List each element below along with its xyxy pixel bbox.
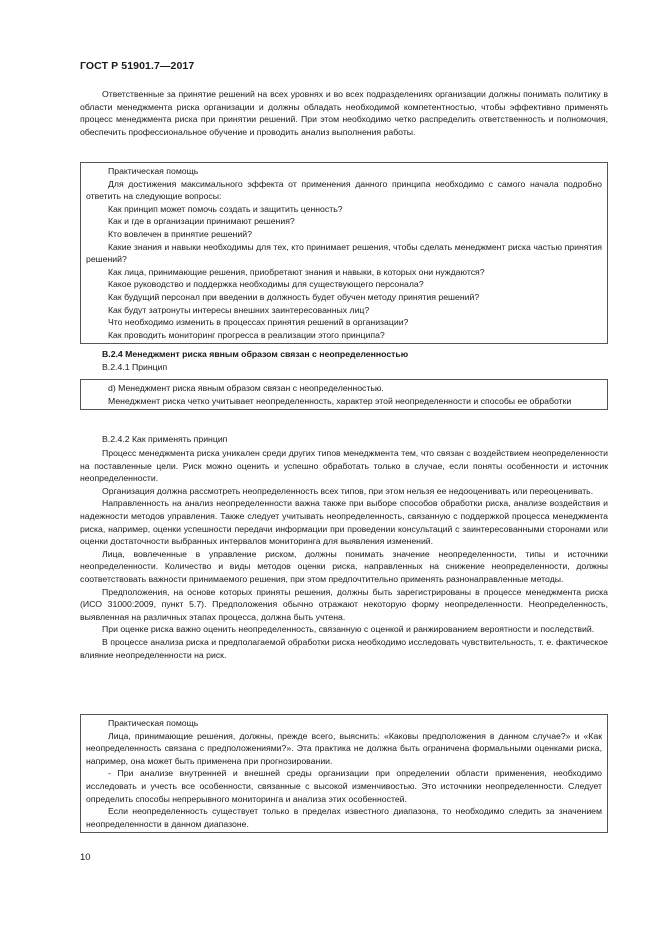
intro-paragraph: Ответственные за принятие решений на всех уровнях и во всех подразделениях организации должны понимать политику в области менеджмента риска организации и должны обладать необходимой компетентностью, чтобы эффективно применять процесс менеджмента риска при принятии решений. При этом необходимо четко распределить ответственность и полномочия, обеспечить профессиональное обучение и проводить анализ выполнения работы. [80, 89, 608, 137]
box3-title: Практическая помощь [108, 718, 199, 728]
subsection-how-to-apply: В.2.4.2 Как применять принцип [102, 434, 228, 444]
principle-statement: d) Менеджмент риска явным образом связан с неопределенностью. [108, 383, 384, 393]
box1-question: Как лица, принимающие решения, приобретают знания и навыки, в которых они нуждаются? [108, 266, 485, 277]
box1-title: Практическая помощь [108, 166, 199, 176]
box1-lead: Для достижения максимального эффекта от применения данного принципа необходимо с самого начала подробно ответить на следующие вопросы: [86, 178, 602, 202]
section-heading: В.2.4 Менеджмент риска явным образом связан с неопределенностью [102, 349, 409, 359]
box1-question: Как будущий персонал при введении в должность будет обучен методу принятия решений? [108, 291, 480, 302]
body-paragraph: Предположения, на основе которых приняты решения, должны быть зарегистрированы в процессе менеджмента риска (ИСО 31000:2009, пункт 5.7). Предположения обычно отражают некоторую форму неопределенности. Неопределенность, выявленная на различных этапах процесса, должна быть учтена. [80, 586, 608, 622]
box3-paragraph: Если неопределенность существует только в пределах известного диапазона, то необходимо следить за значением неопределенности в данном диапазоне. [86, 806, 602, 829]
body-text [80, 447, 608, 661]
box1-question: Какое руководство и поддержка необходимы для существующего персонала? [108, 279, 424, 290]
page-number: 10 [80, 852, 91, 863]
body-paragraph: Процесс менеджмента риска уникален среди других типов менеджмента тем, что связан с воздействием неопределенности на поставленные цели. Риск можно оценить и успешно обработать только в случае, если поняты особенности и источник неопределенности. [80, 448, 608, 484]
practical-help-box-2 [80, 714, 608, 833]
box3-paragraph: - При анализе внутренней и внешней среды организации при определении области применения, необходимо исследовать и учесть все особенности, связанные с высокой изменчивостью. Это источники неопределенности. Следует определить способы непрерывного мониторинга и анализа этих особенностей. [86, 768, 602, 804]
principle-description: Менеджмент риска четко учитывает неопределенность, характер этой неопределенности и способы ее обработки [108, 395, 572, 406]
principle-box [80, 379, 608, 410]
practical-help-box-1 [80, 162, 608, 344]
body-paragraph: Направленность на анализ неопределенности важна также при выборе способов обработки риска, анализе воздействия и надежности методов управления. Также следует учитывать неопределенность, связанную с поддержкой процесса менеджмента риска, например, оценки успешности передачи информации при проведении консультаций с заинтересованными сторонами или оценки достаточности выбранных интервалов мониторинга для выявления изменений. [80, 498, 608, 547]
box1-question: Что необходимо изменить в процессах принятия решений в организации? [108, 317, 409, 328]
box1-question: Кто вовлечен в принятие решений? [108, 228, 252, 239]
box1-question: Какие знания и навыки необходимы для тех, кто принимает решения, чтобы сделать менеджмент риска частью принятия решений? [86, 241, 602, 265]
document-header: ГОСТ Р 51901.7—2017 [80, 60, 195, 72]
body-paragraph: В процессе анализа риска и предполагаемой обработки риска необходимо исследовать чувствительность, т. е. фактическое влияние неопределенности на риск. [80, 636, 608, 660]
box1-question: Как будут затронуты интересы внешних заинтересованных лиц? [108, 304, 370, 315]
box1-question: Как и где в организации принимают решения? [108, 216, 295, 227]
box1-question: Как проводить мониторинг прогресса в реализации этого принципа? [108, 329, 385, 340]
subsection-principle: В.2.4.1 Принцип [102, 362, 168, 372]
body-paragraph: При оценке риска важно оценить неопределенность, связанную с оценкой и ранжированием вероятности и последствий. [102, 624, 595, 635]
body-paragraph: Лица, вовлеченные в управление риском, должны понимать значение неопределенности, типы и источники неопределенности. Количество и виды методов оценки риска, направленных на снижение неопределенности, должны соответствовать важности принимаемого решения, при этом предпочтительно применять разнонаправленные методы. [80, 548, 608, 584]
box1-question: Как принцип может помочь создать и защитить ценность? [108, 203, 343, 214]
body-paragraph: Организация должна рассмотреть неопределенность всех типов, при этом нельзя ее недооценивать или переоценивать. [102, 485, 594, 496]
box3-paragraph: Лица, принимающие решения, должны, прежде всего, выяснить: «Каковы предположения в данном случае?» и «Как неопределенность связана с предположениями?». Эта практика не должна быть ограничена формальными оценками риска, например, она может быть применена при прогнозировании. [86, 730, 602, 766]
